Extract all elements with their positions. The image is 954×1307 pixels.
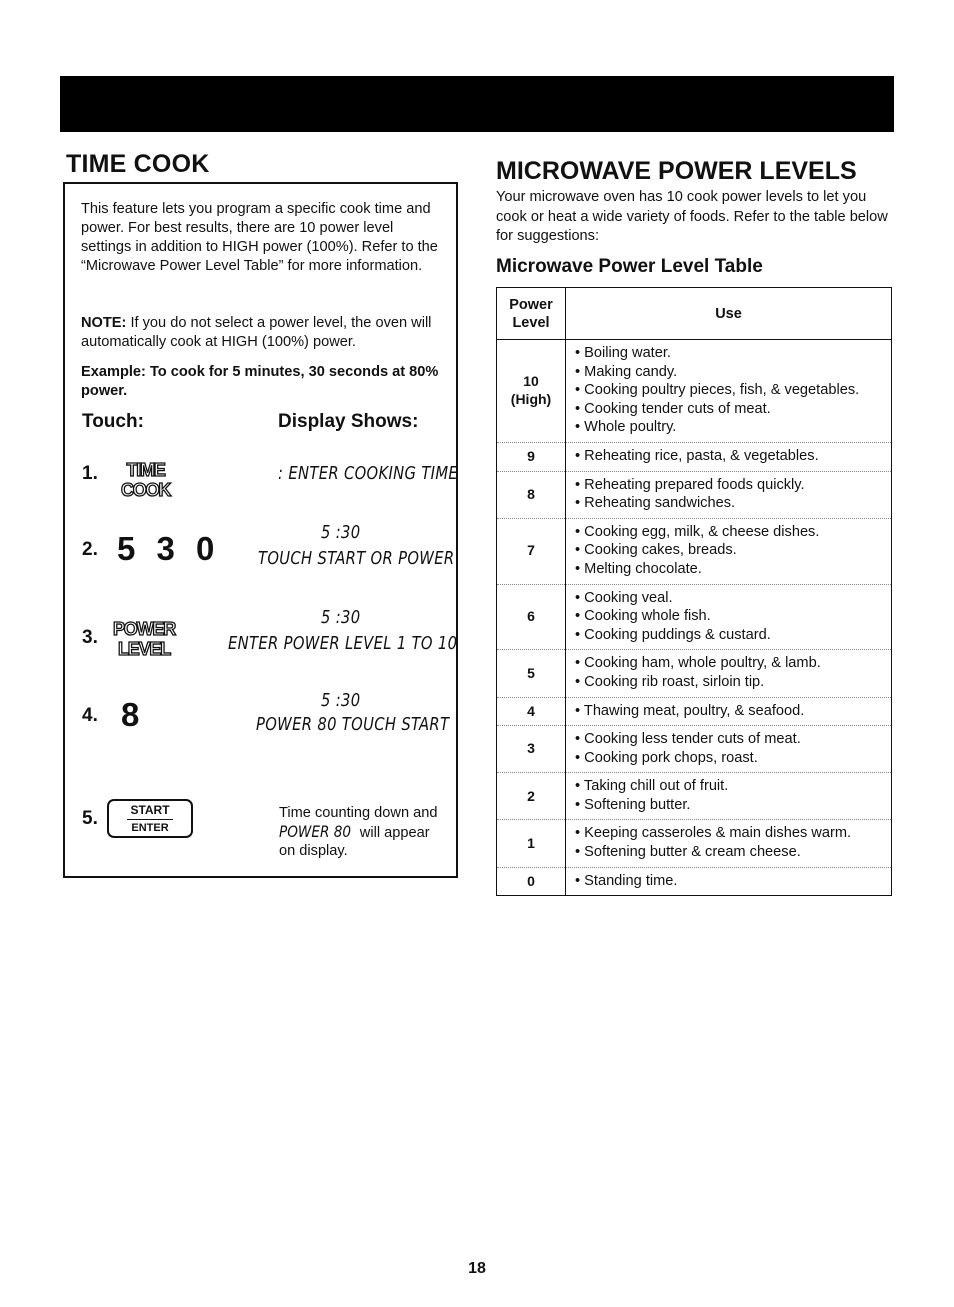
table-header-row [497, 288, 892, 340]
power-level-table-title: Microwave Power Level Table [496, 256, 763, 277]
use-cell [566, 867, 892, 896]
step-4-number: 4. [82, 705, 98, 726]
power-level-cell [497, 518, 566, 584]
time-cook-heading: TIME COOK [66, 150, 210, 178]
step-2-display-message: TOUCH START OR POWER [258, 548, 455, 569]
use-item: • Softening butter. [575, 796, 691, 813]
power-level-header-line1: Power [509, 296, 553, 313]
countdown-lcd-power: POWER 80 [279, 821, 352, 841]
time-cook-key-line1: TIME [126, 460, 165, 480]
power-level-value: 1 [527, 834, 535, 851]
header-bar [60, 76, 894, 132]
use-item: • Reheating sandwiches. [575, 495, 736, 512]
power-level-value: 4 [527, 702, 535, 719]
use-item: • Reheating rice, pasta, & vegetables. [575, 447, 819, 464]
use-item: • Cooking less tender cuts of meat. [575, 731, 801, 748]
table-row [497, 697, 892, 726]
use-item: • Making candy. [575, 363, 678, 380]
enter-label: ENTER [131, 822, 169, 834]
table-row [497, 518, 892, 584]
step-1-display: : ENTER COOKING TIME [278, 463, 459, 484]
table-row [497, 340, 892, 443]
use-cell [566, 584, 892, 650]
step-4-display-message: POWER 80 TOUCH START [256, 714, 450, 735]
use-item: • Softening butter & cream cheese. [575, 844, 801, 861]
countdown-text-start: Time counting down and [279, 805, 438, 821]
step-3-display-time: 5 :30 [321, 607, 361, 628]
use-item: • Reheating prepared foods quickly. [575, 476, 805, 493]
step-3-display-message: ENTER POWER LEVEL 1 TO 10 [228, 633, 458, 654]
table-row [497, 820, 892, 867]
step-2-number: 2. [82, 539, 98, 560]
table-row [497, 442, 892, 471]
use-cell [566, 697, 892, 726]
start-enter-button [107, 799, 193, 838]
use-item: • Cooking poultry pieces, fish, & vegetables. [575, 382, 860, 399]
power-level-value: 5 [527, 664, 535, 681]
step-4-display-time: 5 :30 [321, 690, 361, 711]
power-level-header-line2: Level [512, 314, 550, 331]
step-3-number: 3. [82, 627, 98, 648]
power-level-value: 9 [527, 447, 535, 464]
power-level-value: 10 [523, 372, 539, 389]
use-column-header: Use [566, 288, 892, 340]
table-row [497, 650, 892, 697]
number-key-8: 8 [121, 696, 146, 733]
power-level-value: 6 [527, 608, 535, 625]
use-item: • Cooking cakes, breads. [575, 542, 737, 559]
display-heading: Display Shows: [278, 411, 419, 432]
power-level-cell [497, 867, 566, 896]
use-item: • Cooking egg, milk, & cheese dishes. [575, 523, 820, 540]
use-item: • Cooking veal. [575, 589, 673, 606]
time-cook-panel [63, 182, 458, 878]
power-level-cell [497, 471, 566, 518]
use-cell [566, 442, 892, 471]
use-cell [566, 650, 892, 697]
power-level-cell [497, 584, 566, 650]
start-button-divider [127, 819, 173, 820]
use-cell [566, 518, 892, 584]
time-cook-intro: This feature lets you program a specific cook time and power. For best results, there are 10 power level settings in addition to HIGH power (100%). Refer to the “Microwave Power Level Table” for more information. [81, 201, 438, 274]
power-level-cell [497, 820, 566, 867]
note-label: NOTE: [81, 315, 127, 331]
power-levels-intro: Your microwave oven has 10 cook power levels to let you cook or heat a wide variety of foods. Refer to the table below for suggestions: [496, 189, 888, 244]
countdown-description [279, 804, 439, 861]
use-item: • Taking chill out of fruit. [575, 778, 729, 795]
use-item: • Standing time. [575, 872, 678, 889]
power-level-key [113, 619, 175, 659]
time-cook-note [81, 314, 446, 352]
step-5-number: 5. [82, 808, 98, 829]
time-cook-example: Example: To cook for 5 minutes, 30 seconds at 80% power. [81, 364, 439, 399]
power-level-value: 8 [527, 485, 535, 502]
use-cell [566, 471, 892, 518]
table-row [497, 773, 892, 820]
power-level-key-line1: POWER [113, 619, 176, 639]
use-item: • Whole poultry. [575, 419, 677, 436]
start-label: START [130, 803, 170, 817]
use-cell [566, 820, 892, 867]
power-level-table-body [497, 340, 892, 896]
note-text: If you do not select a power level, the oven will automatically cook at HIGH (100%) power. [81, 315, 432, 350]
use-item: • Keeping casseroles & main dishes warm. [575, 825, 852, 842]
step-2-display-time: 5 :30 [321, 522, 361, 543]
power-level-value: 0 [527, 872, 535, 889]
use-cell [566, 773, 892, 820]
use-cell [566, 726, 892, 773]
number-keys-530: 5 3 0 [117, 530, 221, 567]
use-item: • Cooking rib roast, sirloin tip. [575, 673, 765, 690]
table-row [497, 867, 892, 896]
touch-heading: Touch: [82, 411, 144, 432]
power-level-cell [497, 697, 566, 726]
time-cook-key [121, 460, 170, 500]
power-level-value: 3 [527, 740, 535, 757]
use-item: • Thawing meat, poultry, & seafood. [575, 702, 805, 719]
power-levels-heading: MICROWAVE POWER LEVELS [496, 157, 857, 185]
table-row [497, 584, 892, 650]
use-item: • Melting chocolate. [575, 560, 702, 577]
countdown-text-end: will appear on display. [279, 824, 430, 859]
power-level-key-line2: LEVEL [118, 639, 171, 659]
use-item: • Cooking whole fish. [575, 608, 711, 625]
use-item: • Cooking tender cuts of meat. [575, 400, 771, 417]
use-item: • Cooking puddings & custard. [575, 626, 771, 643]
use-cell [566, 340, 892, 443]
power-level-cell [497, 726, 566, 773]
use-item: • Cooking ham, whole poultry, & lamb. [575, 655, 821, 672]
use-item: • Cooking pork chops, roast. [575, 749, 758, 766]
power-level-cell [497, 773, 566, 820]
power-level-cell [497, 442, 566, 471]
power-level-column-header [497, 288, 566, 340]
power-level-cell [497, 650, 566, 697]
table-row [497, 726, 892, 773]
table-row [497, 471, 892, 518]
power-level-value: 2 [527, 787, 535, 804]
power-level-subtitle: (High) [510, 391, 552, 408]
step-1-number: 1. [82, 463, 98, 484]
page-number: 18 [468, 1260, 486, 1277]
power-level-value: 7 [527, 542, 535, 559]
use-item: • Boiling water. [575, 345, 671, 361]
time-cook-key-line2: COOK [121, 480, 171, 500]
power-level-cell [497, 340, 566, 443]
power-level-table [496, 287, 892, 896]
